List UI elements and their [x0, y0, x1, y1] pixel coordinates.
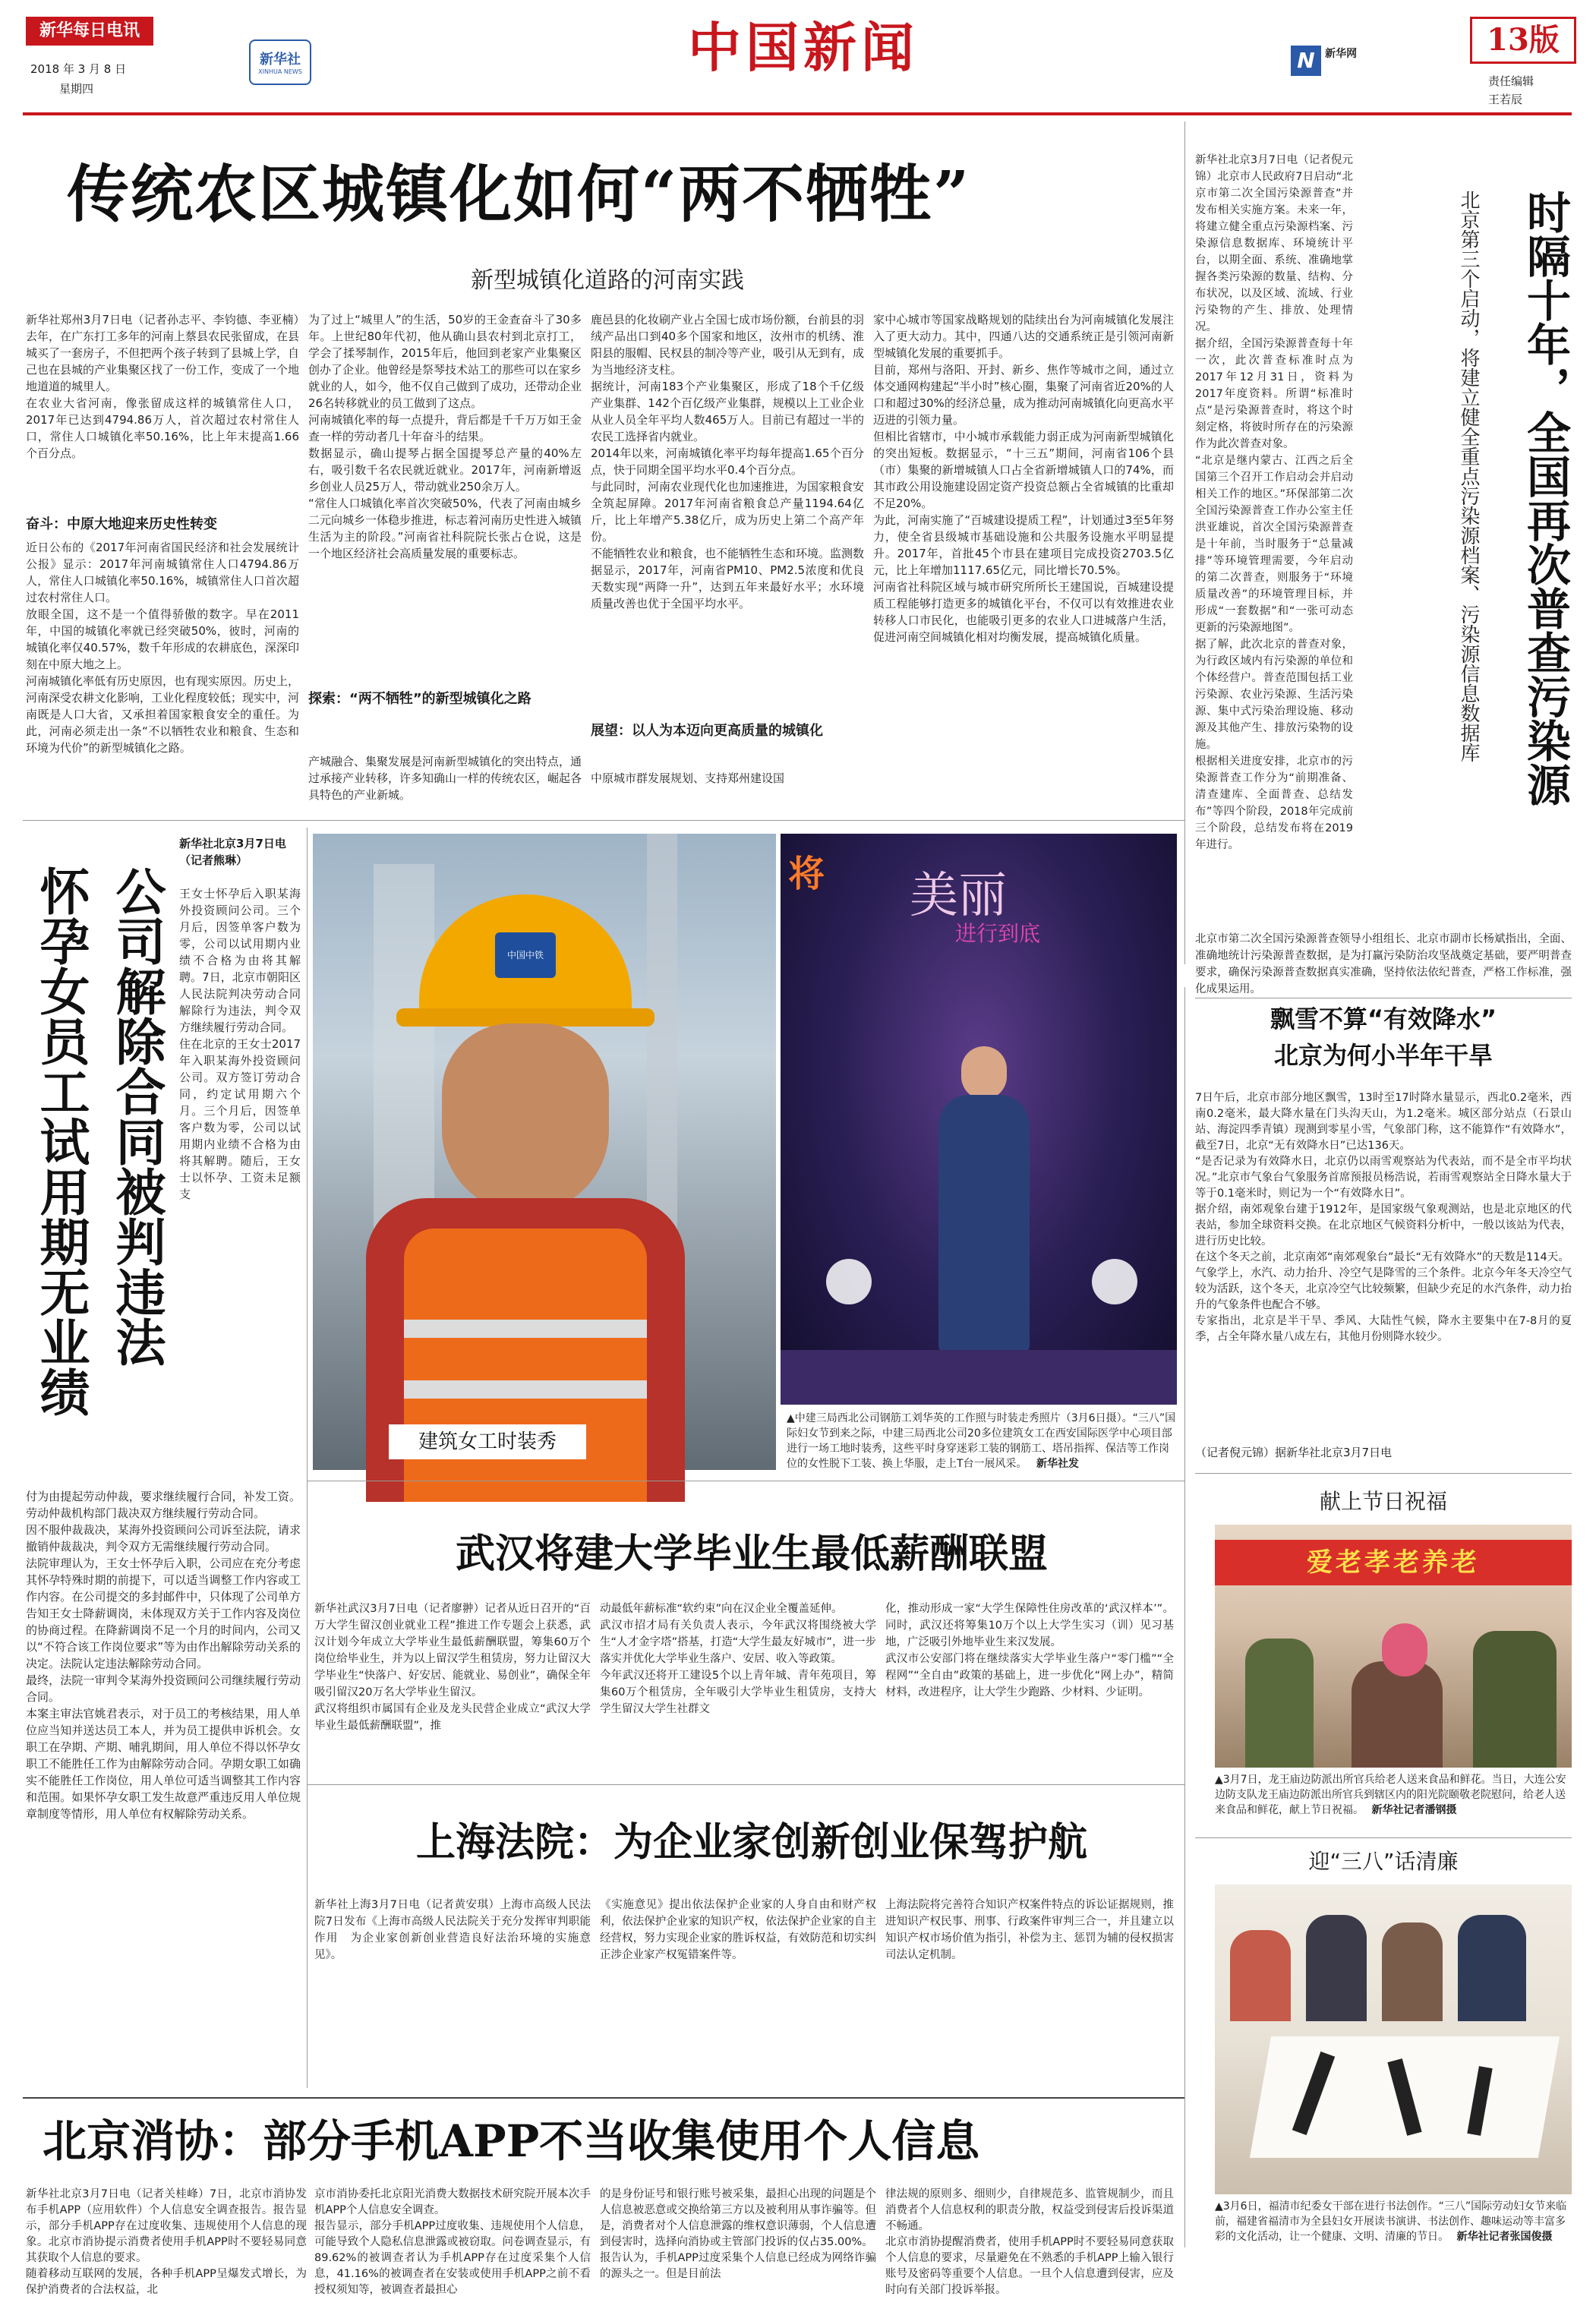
lead-col-2: 为了过上“城里人”的生活，50岁的王金查奋斗了30多年。上世纪80年代初，他从确山县农村到北京打工，学会了揉琴制作，2015年后，他回到老家产业集聚区创办了企业。他曾经是祭琴技术站工的那些可以在家乡就业的人，如今，他不仅自己做到了成功，还带动企业26名转移就业的员工做到了这点。 河南城镇化率的每一点提升，背后都是千千万万如王金查一样的劳动者几十年奋斗的结果。 数据显示，确山提琴占据全国提琴总产量的40%左右，吸引数千名农民就近就业。2017年，河南新增返乡创业人员25万人，带动就业250余万人。 “常住人口城镇化率首次突破50%，代表了河南由城乡二元向城乡一体稳步推进，标志着河南历史性进入城镇生活为主的阶段。”河南省社科院院长张占仓说，这是一个地区经济社会高质量发展的重要标志。 [308, 313, 582, 560]
model-face [961, 1046, 1007, 1099]
agency-banner [26, 17, 153, 46]
wuhan-bottom-rule [307, 1784, 1184, 1785]
elders-banner: 爱老孝老养老 [1215, 1540, 1572, 1585]
lead-right-rule [1184, 121, 1185, 964]
lead-col-1: 新华社郑州3月7日电（记者孙志平、李钧德、李亚楠）去年，在广东打工多年的河南上蔡县农民张留成，在县城买了一套房子，不但把两个孩子转到了县城上学，自己也在县城的产业集聚区找了一份工作，变成了一个地地道道的城里人。 在农业大省河南，像张留成这样的城镇常住人口，2017年已达到4794.86万人，首次超过农村常住人口，常住人口城镇化率50.16%，比上年末提高1.66个百分点。 [26, 313, 300, 460]
lead-col-2b: 产城融合、集聚发展是河南新型城镇化的突出特点，通过承接产业转移，许多知确山一样的传统农区，崛起各具特色的产业新城。 [308, 755, 582, 802]
xinhua-logo: 新华社 XINHUA NEWS [249, 39, 311, 85]
lead-bottom-rule [23, 820, 1184, 821]
model-gown [938, 1095, 1030, 1353]
masthead-rule [23, 112, 1572, 115]
snow-body: 7日午后，北京市部分地区飘雪，13时至17时降水量显示，西北0.2毫米，西南0.2毫米，最大降水量在门头沟天山，为1.2毫米。城区部分站点（石景山站、海淀四季青镇）现测到零星小雪，气象部门称，这不能算作“有效降水”，截至7日，北京“无有效降水日”已达136天。 “是否记录为有效降水日，北京仍以雨雪观察站为代表站，而不是全市平均状况。”北京市气象台气象服务首席预报员杨浩说，若雨雪观察站全日降水量大于等于0.1毫米时，则记为一个“有效降水日”。 据介绍，南郊观象台建于1912年，是国家级气象观测站，也是北京地区的代表站，参加全球资料交换。在北京地区气候资料分析中，一般以该站为代表，进行历史比较。 在这个冬天之前，北京南郊“南郊观象台”最长“无有效降水”的天数是114天。 气象学上，水汽、动力抬升、冷空气是降雪的三个条件。北京今年冬天冷空气较为活跃，这个冬天，北京冷空气比较频繁，但缺少充足的水汽条件，动力抬升的气象条件也配合不够。 专家指出，北京是半干旱、季风、大陆性气候，降水主要集中在7-8月的夏季，占全年降水量八成左右，其他月份则降水较少。 [1195, 1092, 1572, 1343]
snow-credit: （记者倪元锦）据新华社北京3月7日电 [1195, 1446, 1393, 1459]
app-col-4: 律法规的原则多、细则少，自律规范多、监管规制少，而且消费者个人信息权利的职责分散，权益受到侵害后投诉渠道不畅通。 北京市消协提醒消费者，使用手机APP时不要轻易同意获取个人信息的要求，尽量避免在不熟悉的手机APP上输入银行账号及密码等重要个人信息。一旦个人信息遭到侵害，应及时向有关部门投诉举报。 [885, 2188, 1174, 2296]
photo-fashion-show: 将 美丽 进行到底 [781, 834, 1177, 1405]
app-col-3: 的是身份证号和银行账号被采集，最担心出现的问题是个人信息被恶意或交换给第三方以及被利用从事诈骗等。但是，消费者对个人信息泄露的维权意识薄弱，个人信息遭到侵害时，选择向消协或主管部门投诉的仅占35.00%。 报告认为，手机APP过度采集个人信息已经成为网络诈骗的源头之一。但是目前法 [600, 2188, 876, 2280]
pregnant-body-narrow: 王女士怀孕后入职某海外投资顾问公司。三个月后，因签单客户数为零，公司以试用期内业绩不合格为由将其解聘。7日，北京市朝阳区人民法院判决劳动合同解除行为违法，判令双方继续履行劳动合同。 住在北京的王女士2017年入职某海外投资顾问公司。双方签订劳动合同，约定试用期六个月。三个月后，因签单客户数为零，公司以试用期内业绩不合格为由将其解聘。随后，王女士以怀孕、工资未足额支 [179, 887, 301, 1201]
editor-title: 责任编辑 [1488, 74, 1534, 88]
pregnant-dateline: 新华社北京3月7日电（记者熊琳） [179, 837, 286, 867]
snow-headline-2: 北京为何小半年干旱 [1273, 1041, 1493, 1070]
lead-col-1b: 近日公布的《2017年河南省国民经济和社会发展统计公报》显示：2017年河南城镇常住人口4794.86万人，常住人口城镇化率50.16%，城镇常住人口首次超过农村常住人口。 放眼全国，这不是一个值得骄傲的数字。早在2011年，中国的城镇化率就已经突破50%，彼时，河南的城镇化率仅40.57%，数千年形成的农耕底色，深深印刻在中原大地之上。 河南城镇化率低有历史原因，也有现实原因。历史上，河南深受农耕文化影响，工业化程度较低；现实中，河南既是人口大省，又承担着国家粮食安全的重任。为此，河南必须走出一条“不以牺牲农业和粮食、生态和环境为代价”的新型城镇化之路。 [26, 541, 300, 755]
worker-face [442, 1024, 609, 1213]
app-col-1: 新华社北京3月7日电（记者关桂峰）7日，北京市消协发布手机APP（应用软件）个人信息安全调查报告。报告显示，部分手机APP存在过度收集、违规使用个人信息的现象。北京市消协提示消费者使用手机APP时不要轻易同意其获取个人信息的要求。 随着移动互联网的发展，各种手机APP呈爆发式增长，为保护消费者的合法权益，北 [26, 2188, 307, 2296]
app-col-2: 京市消协委托北京阳光消费大数据技术研究院开展本次手机APP个人信息安全调查。 报告显示，部分手机APP过度收集、违规使用个人信息，可能导致个人隐私信息泄露或被窃取。问卷调查显示，有89.62%的被调查者认为手机APP存在过度采集个人信息，41.16%的被调查者在安装或使用手机APP之前不看授权须知等，被调查者最担心 [314, 2188, 591, 2296]
shanghai-headline: 上海法院：为企业家创新创业保驾护航 [415, 1819, 1087, 1866]
section-title: 中国新闻 [688, 16, 919, 79]
photo-label: 建筑女工时装秀 [418, 1430, 557, 1453]
app-top-rule [23, 2097, 1184, 2099]
pollution-body: 新华社北京3月7日电（记者倪元锦）北京市人民政府7日启动“北京市第二次全国污染源普查”并发布相关实施方案。未来一年，将建立健全重点污染源档案、污染源信息数据库、环境统计平台，以期全面、系统、准确地掌握各类污染源的数量、结构、分布状况，以及区域、流域、行业污染物的产生、排放、处理情况。 据介绍，全国污染源普查每十年一次，此次普查标准时点为2017年12月31日，资料为2017年度资料。所谓“标准时点”是污染源普查时，将这个时刻定格，将彼时所存在的污染源作为此次普查对象。 “北京是继内蒙古、江西之后全国第三个召开工作启动会并启动相关工作的地区。”环保部第二次全国污染源普查工作办公室主任洪亚雄说，首次全国污染源普查是十年前，当时服务于“总量减排”等环境管理需要，今年启动的第二次普查，则服务于“环境质量改善”的环境管理目标，并形成“一套数据”和“一张可动态更新的污染源地图”。 据了解，此次北京的普查对象，为行政区域内有污染源的单位和个体经营户。普查范围包括工业污染源、农业污染源、生活污染源、集中式污染治理设施、移动源及其他产生、排放污染物的设施。 根据相关进度安排，北京市的污染源普查工作分为“前期准备、清查建库、全面普查、总结发布”等四个阶段，2018年完成前三个阶段，总结发布将在2019年进行。 [1195, 154, 1353, 851]
lead-kicker-3: 展望：以人为本迈向更高质量的城镇化 [591, 723, 823, 739]
pregnant-headline-right: 公司解除合同被判违法 [107, 866, 166, 1367]
wuhan-col-1: 新华社武汉3月7日电（记者廖翀）记者从近日召开的“百万大学生留汉创业就业工程”推进工作专题会上获悉，武汉计划今年成立大学毕业生最低薪酬联盟，筹集60万个岗位给毕业生，并为以上留汉学生租赁房，努力让留汉大学毕业生“快落户、好安居、能就业、易创业”，确保全年吸引留汉20万名大学毕业生留汉。 武汉将组织市属国有企业及龙头民营企业成立“武汉大学毕业生最低薪酬联盟”，推 [314, 1603, 591, 1732]
photo-label-box [389, 1424, 586, 1459]
shanghai-col-3: 上海法院将完善符合知识产权案件特点的诉讼证据规则，推进知识产权民事、刑事、行政案件审判三合一，并且建立以知识产权市场价值为指引，补偿为主、惩罚为辅的侵权损害司法认定机制。 [885, 1899, 1174, 1961]
wuhan-col-2: 动最低年薪标准“软约束”向在汉企业全覆盖延伸。 武汉市招才局有关负责人表示，今年武汉将围绕被大学生“人才金字塔”搭基，打造“大学生最友好城市”，进一步落实并优化大学毕业生落户、安居、收入等政策。 今年武汉还将开工建设5个以上青年城、青年苑项目，筹集60万个租赁房，全年吸引大学毕业生租赁房，支持大学生留汉大学生社群文 [600, 1603, 876, 1715]
elders-bottom-rule [1195, 1837, 1572, 1838]
worker-vest [404, 1229, 647, 1502]
issue-date: 2018 年 3 月 8 日 [30, 62, 127, 76]
lead-headline: 传统农区城镇化如何“两不牺牲” [67, 158, 971, 231]
elders-caption: ▲3月7日，龙王庙边防派出所官兵给老人送来食品和鲜花。当日，大连公安边防支队龙王庙边防派出所官兵到辖区内的阳光院颐敬老院慰问，给老人送来食品和鲜花，献上节日祝福。 新华社记者潘钢摄 [1215, 1774, 1566, 1816]
agency-name: 新华每日电讯 [39, 21, 140, 40]
elders-photo-title: 献上节日祝福 [1319, 1489, 1447, 1514]
fashion-caption: ▲中建三局西北公司钢筋工刘华英的工作照与时装走秀照片（3月6日摄）。“三八”国际妇女节到来之际，中建三局西北公司20多位建筑女工在西安国际医学中心项目部进行一场工地时装秀，这些平时身穿迷彩工装的钢筋工、塔吊指挥、保洁等工作岗位的女性脱下工装、换上华服，走上T台一展风采。 新华社发 [787, 1412, 1176, 1470]
lead-col-3b: 中原城市群发展规划、支持郑州建设国 [591, 771, 785, 785]
calligraphy-caption: ▲3月6日，福清市纪委女干部在进行书法创作。“三八”国际劳动妇女节来临前，福建省福清市为全县妇女开展读书演讲、书法创作、趣味运动等丰富多彩的文化活动，让一个健康、文明、清廉的节日。 新华社记者张国俊摄 [1215, 2200, 1567, 2243]
editor-name: 王若辰 [1488, 93, 1523, 106]
shanghai-col-2: 《实施意见》提出依法保护企业家的人身自由和财产权利，依法保护企业家的知识产权，依法保护企业家的自主经营权，努力实现企业家的胜诉权益，有效防范和切实纠正涉企业家产权冤错案件等。 [600, 1899, 876, 1961]
pollution-headline: 时隔十年，全国再次普查污染源 [1519, 190, 1571, 806]
photo-construction-worker [313, 834, 776, 1470]
pregnant-right-rule [307, 828, 308, 2088]
wuhan-headline: 武汉将建大学毕业生最低薪酬联盟 [455, 1531, 1048, 1577]
pollution-subtitle: 北京第三个启动，将建立健全重点污染源档案、污染源信息数据库 [1457, 190, 1480, 762]
photo-calligraphy [1215, 1885, 1572, 2194]
lead-subtitle: 新型城镇化道路的河南实践 [471, 267, 744, 294]
snow-headline-1: 飘雪不算“有效降水” [1270, 1005, 1497, 1033]
snow-bottom-rule [1195, 1473, 1572, 1474]
lead-col-3: 鹿邑县的化妆刷产业占全国七成市场份额，台前县的羽绒产品出口到40多个国家和地区，汝州市的机绣、淮阳县的服帽、民权县的制冷等产业，吸引从无到有，成为当地经济支柱。 据统计，河南183个产业集聚区，形成了18个千亿级产业集群、142个百亿级产业集群，规模以上工业企业从业人员全年平均人数465万人。目前已有超过一半的农民工选择省内就业。 2014年以来，河南城镇化率平均每年提高1.65个百分点，快于同期全国平均水平0.4个百分点。 与此同时，河南农业现代化也加速推进，为国家粮食安全筑起屏障。2017年河南省粮食总产量1194.64亿斤，比上年增产5.38亿斤，成为历史上第二个高产年份。 不能牺牲农业和粮食，也不能牺牲生态和环境。监测数据显示，2017年，河南省PM10、PM2.5浓度和优良天数实现“两降一升”，达到五年来最好水平；水环境质量改善也优于全国平均水平。 [591, 313, 865, 610]
hardhat: 中国中铁 [419, 894, 632, 1024]
photo-elders [1215, 1525, 1572, 1768]
news-logo: N 新华网 [1291, 46, 1367, 82]
right-column-rule [1184, 987, 1185, 2247]
pollution-body-2: 北京市第二次全国污染源普查领导小组组长、北京市副市长杨斌指出，全面、准确地统计污染源普查数据，是为打赢污染防治攻坚战奠定基础，要严明普查要求，确保污染源普查数据真实准确，坚持依法依纪普查，严格工作标准，强化成果运用。 [1195, 933, 1572, 995]
lead-kicker-2: 探索：“两不牺牲”的新型城镇化之路 [308, 691, 531, 707]
lead-kicker-1: 奋斗：中原大地迎来历史性转变 [26, 516, 217, 532]
calligraphy-photo-title: 迎“三八”话清廉 [1308, 1849, 1459, 1874]
app-headline: 北京消协：部分手机APP不当收集使用个人信息 [43, 2115, 980, 2167]
page-number-box [1470, 17, 1576, 64]
pregnant-body: 付为由提起劳动仲裁，要求继续履行合同，补发工资。劳动仲裁机构部门裁决双方继续履行劳动合同。 因不服仲裁裁决，某海外投资顾问公司诉至法院，请求撤销仲裁裁决，判令双方无需继续履行劳动合同。 法院审理认为，王女士怀孕后入职，公司应在充分考虑其怀孕特殊时期的前提下，可以适当调整工作内容或工作内容。在公司提交的多封邮件中，只体现了公司单方告知王女士降薪调岗，未体现双方关于工作内容及岗位的协商过程。在降薪调岗不足一个月的时间内，公司又以“不符合该工作岗位要求”等为由作出解除劳动关系的决定。法院认定违法解除劳动合同。 最终，法院一审判令某海外投资顾问公司继续履行劳动合同。 本案主审法官姚君表示，对于员工的考核结果，用人单位应当知并送达员工本人，并为员工提供申诉机会。女职工在孕期、产期、哺乳期间，用人单位不得以怀孕女职工不能胜任工作为由解除劳动合同。孕期女职工如确实不能胜任工作岗位，用人单位可适当调整其工作内容和范围。如果怀孕女职工发生故意严重违反用人单位规章制度等情形，用人单位有权解除劳动关系。 [26, 1490, 301, 1821]
lead-col-4: 家中心城市等国家战略规划的陆续出台为河南城镇化发展注入了更大动力。其中，四通八达的交通系统正是引领河南新型城镇化发展的重要抓手。 目前，郑州与洛阳、开封、新乡、焦作等城市之间，通过立体交通网构建起“半小时”核心圈，集聚了河南省近20%的人口和超过30%的经济总量，成为推动河南城镇化向更高水平迈进的引领力量。 但相比省辖市，中小城市承载能力弱正成为河南新型城镇化的突出短板。数据显示，“十三五”期间，河南省106个县（市）集聚的新增城镇人口占全省新增城镇人口的74%，而其市政公用设施建设固定资产投资总额占全省城镇的比重却不足20%。 为此，河南实施了“百城建设提质工程”，计划通过3至5年努力，使全省县级城市基础设施和公共服务设施水平明显提升。2017年，首批45个市县在建项目完成投资2703.5亿元，比上年增加1117.65亿元，同比增长70.5%。 河南省社科院区域与城市研究所所长王建国说，百城建设提质工程能够打造更多的城镇化平台，不仅可以有效推进农业转移人口市民化，也能吸引更多的农业人口进城落户生活，促进河南空间城镇化相对均衡发展，提高城镇化质量。 [873, 313, 1174, 644]
wuhan-col-3: 化，推动形成一家“大学生保障性住房改革的‘武汉样本’”。同时，武汉还将筹集10万个以上大学生实习（训）见习基地，广泛吸引外地毕业生来汉发展。 武汉市公安部门将在继续落实大学毕业生落户“零门槛”“全程网”“全自由”政策的基础上，进一步优化“网上办”，精简材料，改进程序，让大学生少跑路、少材料、少证明。 [885, 1603, 1174, 1699]
page-number: 13版 [1487, 22, 1560, 58]
pregnant-headline-left: 怀孕女员工试用期无业绩 [31, 866, 90, 1417]
issue-weekday: 星期四 [59, 82, 94, 96]
shanghai-col-1: 新华社上海3月7日电（记者黄安琪）上海市高级人民法院7日发布《上海市高级人民法院关于充分发挥审判职能作用 为企业家创新创业营造良好法治环境的实施意见》。 [314, 1899, 591, 1961]
